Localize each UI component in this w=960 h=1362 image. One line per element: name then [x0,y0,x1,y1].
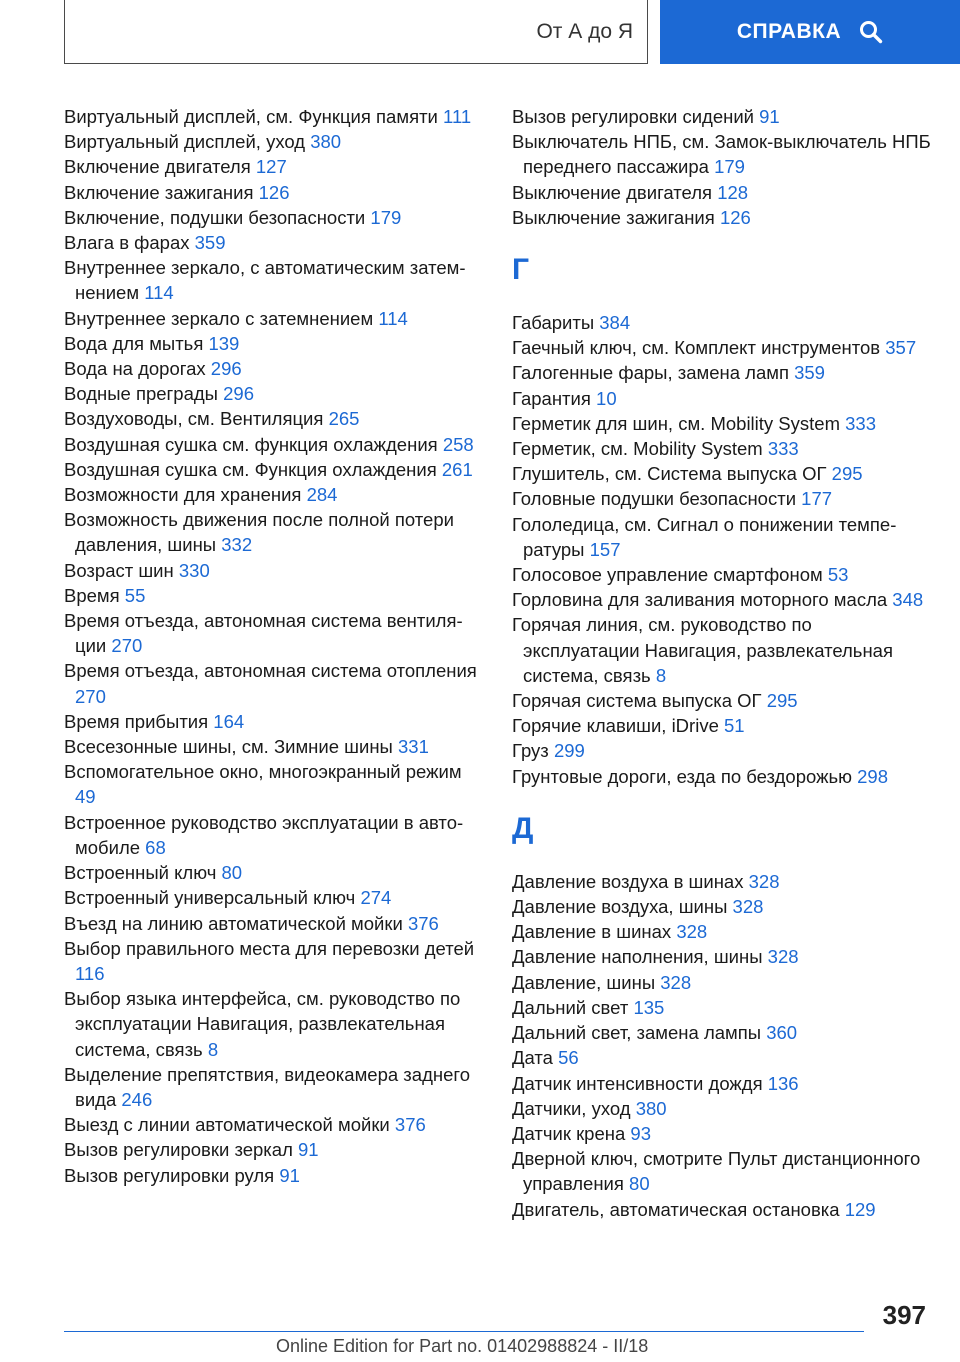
index-entry-text: Встроенное руководство эксплуатации в автомобиле [64,811,464,858]
page-link[interactable]: 129 [844,1198,876,1220]
page-link[interactable]: 296 [210,358,242,380]
page-link[interactable]: 91 [279,1164,300,1186]
index-entry-text: Время отъезда, автономная система вентиляции [64,610,463,657]
index-entry-text: Двигатель, автоматическая остановка [512,1198,840,1220]
section-d-entries [512,869,932,1222]
page-link[interactable]: 384 [599,312,631,334]
index-entry-text: Внутреннее зеркало с затемнением [64,307,374,329]
index-entry-text: Горячая система выпуска ОГ [512,690,762,712]
index-entry-text: Груз [512,740,549,762]
page-link[interactable]: 80 [629,1173,650,1195]
page-link[interactable]: 299 [553,740,585,762]
index-entry [64,860,484,885]
index-entry-text: Виртуальный дисплей, уход [64,131,306,153]
index-entry-text: Вспомогательное окно, многоэкранный режим [64,761,462,783]
index-entry [512,612,932,688]
index-entry-text: Датчик крена [512,1122,626,1144]
page-link[interactable]: 296 [223,383,254,405]
page-link[interactable]: 127 [255,156,287,178]
index-entry [512,944,932,969]
index-entry [512,411,932,436]
page-link[interactable]: 274 [360,887,392,909]
index-entry [64,810,484,860]
index-entry [512,512,932,562]
index-entry-text: Внутреннее зеркало, с автоматическим затемнением [64,257,466,304]
index-entry [64,230,484,255]
index-entry-text: Глушитель, см. Система выпуска ОГ [512,463,827,485]
page-link[interactable]: 49 [75,786,96,808]
page-link[interactable]: 136 [767,1072,799,1094]
page-link[interactable]: 380 [310,131,342,153]
index-entry-text: Воздушная сушка см. функция охлаждения [64,433,438,455]
page-link[interactable]: 295 [831,463,863,485]
page-link[interactable]: 135 [633,996,665,1018]
page-link[interactable]: 359 [794,362,825,384]
index-entry [512,1020,932,1045]
page-link[interactable]: 93 [630,1122,651,1144]
page-link[interactable]: 328 [748,870,780,892]
page-link[interactable]: 328 [767,946,799,968]
index-entry [64,583,484,608]
index-entry [64,658,484,708]
page-link[interactable]: 376 [407,912,439,934]
index-entry [64,482,484,507]
page-link[interactable]: 333 [767,438,799,460]
index-entry-text: Головные подушки безопасности [512,488,797,510]
page-link[interactable]: 331 [398,736,429,758]
section-letter-d: Д [512,811,534,845]
index-entry-text: Датчик интенсивности дождя [512,1072,763,1094]
index-entry [64,608,484,658]
index-entry-text: Выбор правильного места для перевозки детей [64,937,475,959]
index-entry [512,995,932,1020]
index-entry-text: Грунтовые дороги, езда по бездорожью [512,765,852,787]
page-link[interactable]: 359 [194,232,226,254]
page-link[interactable]: 164 [213,710,245,732]
index-entry-text: Въезд на линию автоматической мойки [64,912,403,934]
page-link[interactable]: 179 [714,156,745,178]
page-link[interactable]: 270 [75,685,106,707]
page-link[interactable]: 80 [221,862,243,884]
index-entry [64,759,484,809]
index-entry-text: Воздушная сушка см. Функция охлаждения [64,458,437,480]
tab-a-to-z-label: От А до Я [536,19,633,43]
index-entry-text: Возраст шин [64,559,174,581]
page-link[interactable]: 270 [111,635,143,657]
index-entry [64,936,484,986]
page-link[interactable]: 328 [732,896,764,918]
index-entry-text: Вызов регулировки сидений [512,106,754,127]
index-entry-text: Виртуальный дисплей, см. Функция памяти [64,106,438,127]
page-link[interactable]: 357 [885,337,917,359]
index-entry-text: Выключение двигателя [512,181,713,203]
index-entry [512,436,932,461]
footer-divider [64,1331,864,1332]
index-entry-text: Вызов регулировки зеркал [64,1139,293,1161]
page-link[interactable]: 10 [596,387,617,409]
index-entry-text: Выделение препятствия, видеокамера заднего вида [64,1063,470,1110]
index-entry [64,255,484,305]
index-entry [512,919,932,944]
right-top-entries [512,104,932,230]
index-entry-text: Воздуховоды, см. Вентиляция [64,408,324,430]
page-link[interactable]: 380 [635,1097,667,1119]
index-entry [64,885,484,910]
index-entry [512,688,932,713]
page-link[interactable]: 116 [75,962,105,984]
index-entry-text: Давление воздуха, шины [512,896,728,918]
page-link[interactable]: 157 [589,538,621,560]
index-entry-text: Встроенный универсальный ключ [64,887,356,909]
index-entry [512,970,932,995]
page-link[interactable]: 295 [766,690,798,712]
index-entry-text: Дальний свет, замена лампы [512,1022,762,1044]
index-entry-text: Горловина для заливания моторного масла [512,589,888,611]
index-entry-text: Горячие клавиши, iDrive [512,715,719,737]
page-link[interactable]: 265 [328,408,360,430]
index-entry [512,1197,932,1222]
index-entry-text: Включение, подушки безопасности [64,206,366,228]
index-entry-text: Герметик для шин, см. Mobility System [512,412,840,434]
index-entry [64,180,484,205]
page-link[interactable]: 139 [208,332,240,354]
index-entry [64,306,484,331]
index-entry-text: Герметик, см. Mobility System [512,438,763,460]
edition-note: Online Edition for Part no. 01402988824 - II/18 [276,1336,649,1356]
tab-help-label: СПРАВКА [736,20,842,43]
index-entry-text: Дальний свет [512,996,629,1018]
page-link[interactable]: 246 [121,1088,153,1110]
index-entry [512,764,932,789]
page-link[interactable]: 56 [558,1047,579,1069]
page-link[interactable]: 328 [660,971,692,993]
index-entry [64,432,484,457]
index-entry-text: Датчики, уход [512,1097,631,1119]
index-entry [512,310,932,335]
index-entry-text: Включение зажигания [64,181,254,203]
page-link[interactable]: 91 [759,106,780,127]
index-entry-text: Вода для мытья [64,332,204,354]
index-entry [64,406,484,431]
index-column-right [512,104,932,1222]
index-entry [64,986,484,1062]
index-entry-text: Гололедица, см. Сигнал о понижении температуры [512,513,897,560]
index-entry [64,507,484,557]
page-link[interactable]: 126 [719,206,751,228]
index-entry [64,154,484,179]
index-entry-text: Всесезонные шины, см. Зимние шины [64,736,393,758]
tab-help[interactable] [660,0,960,64]
index-entry-text: Влага в фарах [64,232,190,254]
index-entry-text: Время отъезда, автономная система отопления [64,660,477,682]
index-column-left [64,104,484,1188]
section-g-entries [512,310,932,789]
index-entry [64,381,484,406]
index-entry-text: Вода на дорогах [64,358,206,380]
index-entry-text: Голосовое управление смартфоном [512,564,823,586]
page-link[interactable]: 330 [178,559,210,581]
page-link[interactable]: 333 [845,412,877,434]
index-entry-text: Горячая линия, см. руководство по эксплуатации Навигация, развлекательная система, связь [512,614,893,686]
index-entry-text: Возможности для хранения [64,484,302,506]
index-entry [512,562,932,587]
index-entry [512,1121,932,1146]
index-entry-text: Выключение зажигания [512,206,715,228]
index-entry-text: Возможность движения после полной потери давления, шины [64,509,454,556]
page-link[interactable]: 177 [801,488,833,510]
index-entry-text: Давление воздуха в шинах [512,870,744,892]
index-entry [64,734,484,759]
page-link[interactable]: 114 [378,307,408,329]
index-entry [64,457,484,482]
page-link[interactable]: 258 [442,433,474,455]
index-entry [512,205,932,230]
index-entry [512,869,932,894]
index-entry [64,356,484,381]
index-entry [64,1163,484,1188]
index-entry-text: Давление наполнения, шины [512,946,763,968]
index-entry [64,558,484,583]
page-link[interactable]: 348 [892,589,924,611]
index-entry-text: Водные преграды [64,383,218,405]
index-entry [512,180,932,205]
index-entry-text: Выключатель НПБ, см. Замок-выключатель НПБ переднего пассажира [512,131,931,178]
index-entry [512,1045,932,1070]
page-link[interactable]: 68 [145,836,166,858]
tab-a-to-z[interactable] [64,0,648,64]
index-entry-text: Время прибытия [64,710,209,732]
index-entry-text: Дверной ключ, смотрите Пульт дистанционного управления [512,1148,921,1195]
index-entry [512,129,932,179]
page-link[interactable]: 261 [441,458,473,480]
search-icon [859,20,883,44]
index-entry-text: Давление в шинах [512,921,672,943]
index-entry [512,1071,932,1096]
index-entry-text: Давление, шины [512,971,656,993]
index-entry [64,331,484,356]
index-entry-text: Вызов регулировки руля [64,1164,275,1186]
index-entry-text: Дата [512,1047,553,1069]
page-link[interactable]: 53 [827,564,849,586]
index-entry-text: Гарантия [512,387,591,409]
index-entry [512,486,932,511]
index-entry [512,386,932,411]
index-entry [64,709,484,734]
index-entry [64,911,484,936]
index-entry [64,1062,484,1112]
index-entry [512,894,932,919]
index-entry [64,205,484,230]
index-entry [512,587,932,612]
page-link[interactable]: 360 [766,1022,798,1044]
index-entry [64,1112,484,1137]
page-link[interactable]: 55 [124,584,146,606]
index-entry [512,738,932,763]
page-link[interactable]: 179 [370,206,402,228]
index-entry-text: Выезд с линии автоматической мойки [64,1114,390,1136]
index-entry [512,1146,932,1196]
index-entry-text: Габариты [512,312,595,334]
index-entry-text: Встроенный ключ [64,862,217,884]
page-link[interactable]: 51 [724,715,745,737]
page-link[interactable]: 376 [394,1114,426,1136]
page-link[interactable]: 8 [655,664,667,686]
index-entry [64,129,484,154]
page-link[interactable]: 8 [207,1038,219,1060]
index-entry [512,360,932,385]
page-link[interactable]: 114 [144,282,174,304]
index-entry [64,1137,484,1162]
index-entry-text: Галогенные фары, замена ламп [512,362,789,384]
index-entry-text: Включение двигателя [64,156,251,178]
page-number: 397 [882,1300,926,1330]
page-link[interactable]: 332 [221,534,253,556]
page-link[interactable]: 328 [676,921,708,943]
index-entry [512,461,932,486]
index-entry [512,335,932,360]
page-link[interactable]: 91 [298,1139,319,1161]
index-entry [64,104,484,129]
page-link[interactable]: 128 [717,181,749,203]
index-entry-text: Гаечный ключ, см. Комплект инструментов [512,337,881,359]
index-entry-text: Выбор языка интерфейса, см. руководство по эксплуатации Навигация, развлекательная система, связь [64,988,461,1060]
page-link[interactable]: 111 [443,106,472,127]
page-link[interactable]: 284 [306,484,338,506]
index-entry-text: Время [64,584,120,606]
index-entry [512,104,932,129]
index-entry [512,1096,932,1121]
page-link[interactable]: 126 [258,181,290,203]
section-letter-g: Г [512,253,530,287]
page-link[interactable]: 298 [857,765,888,787]
index-entry [512,713,932,738]
